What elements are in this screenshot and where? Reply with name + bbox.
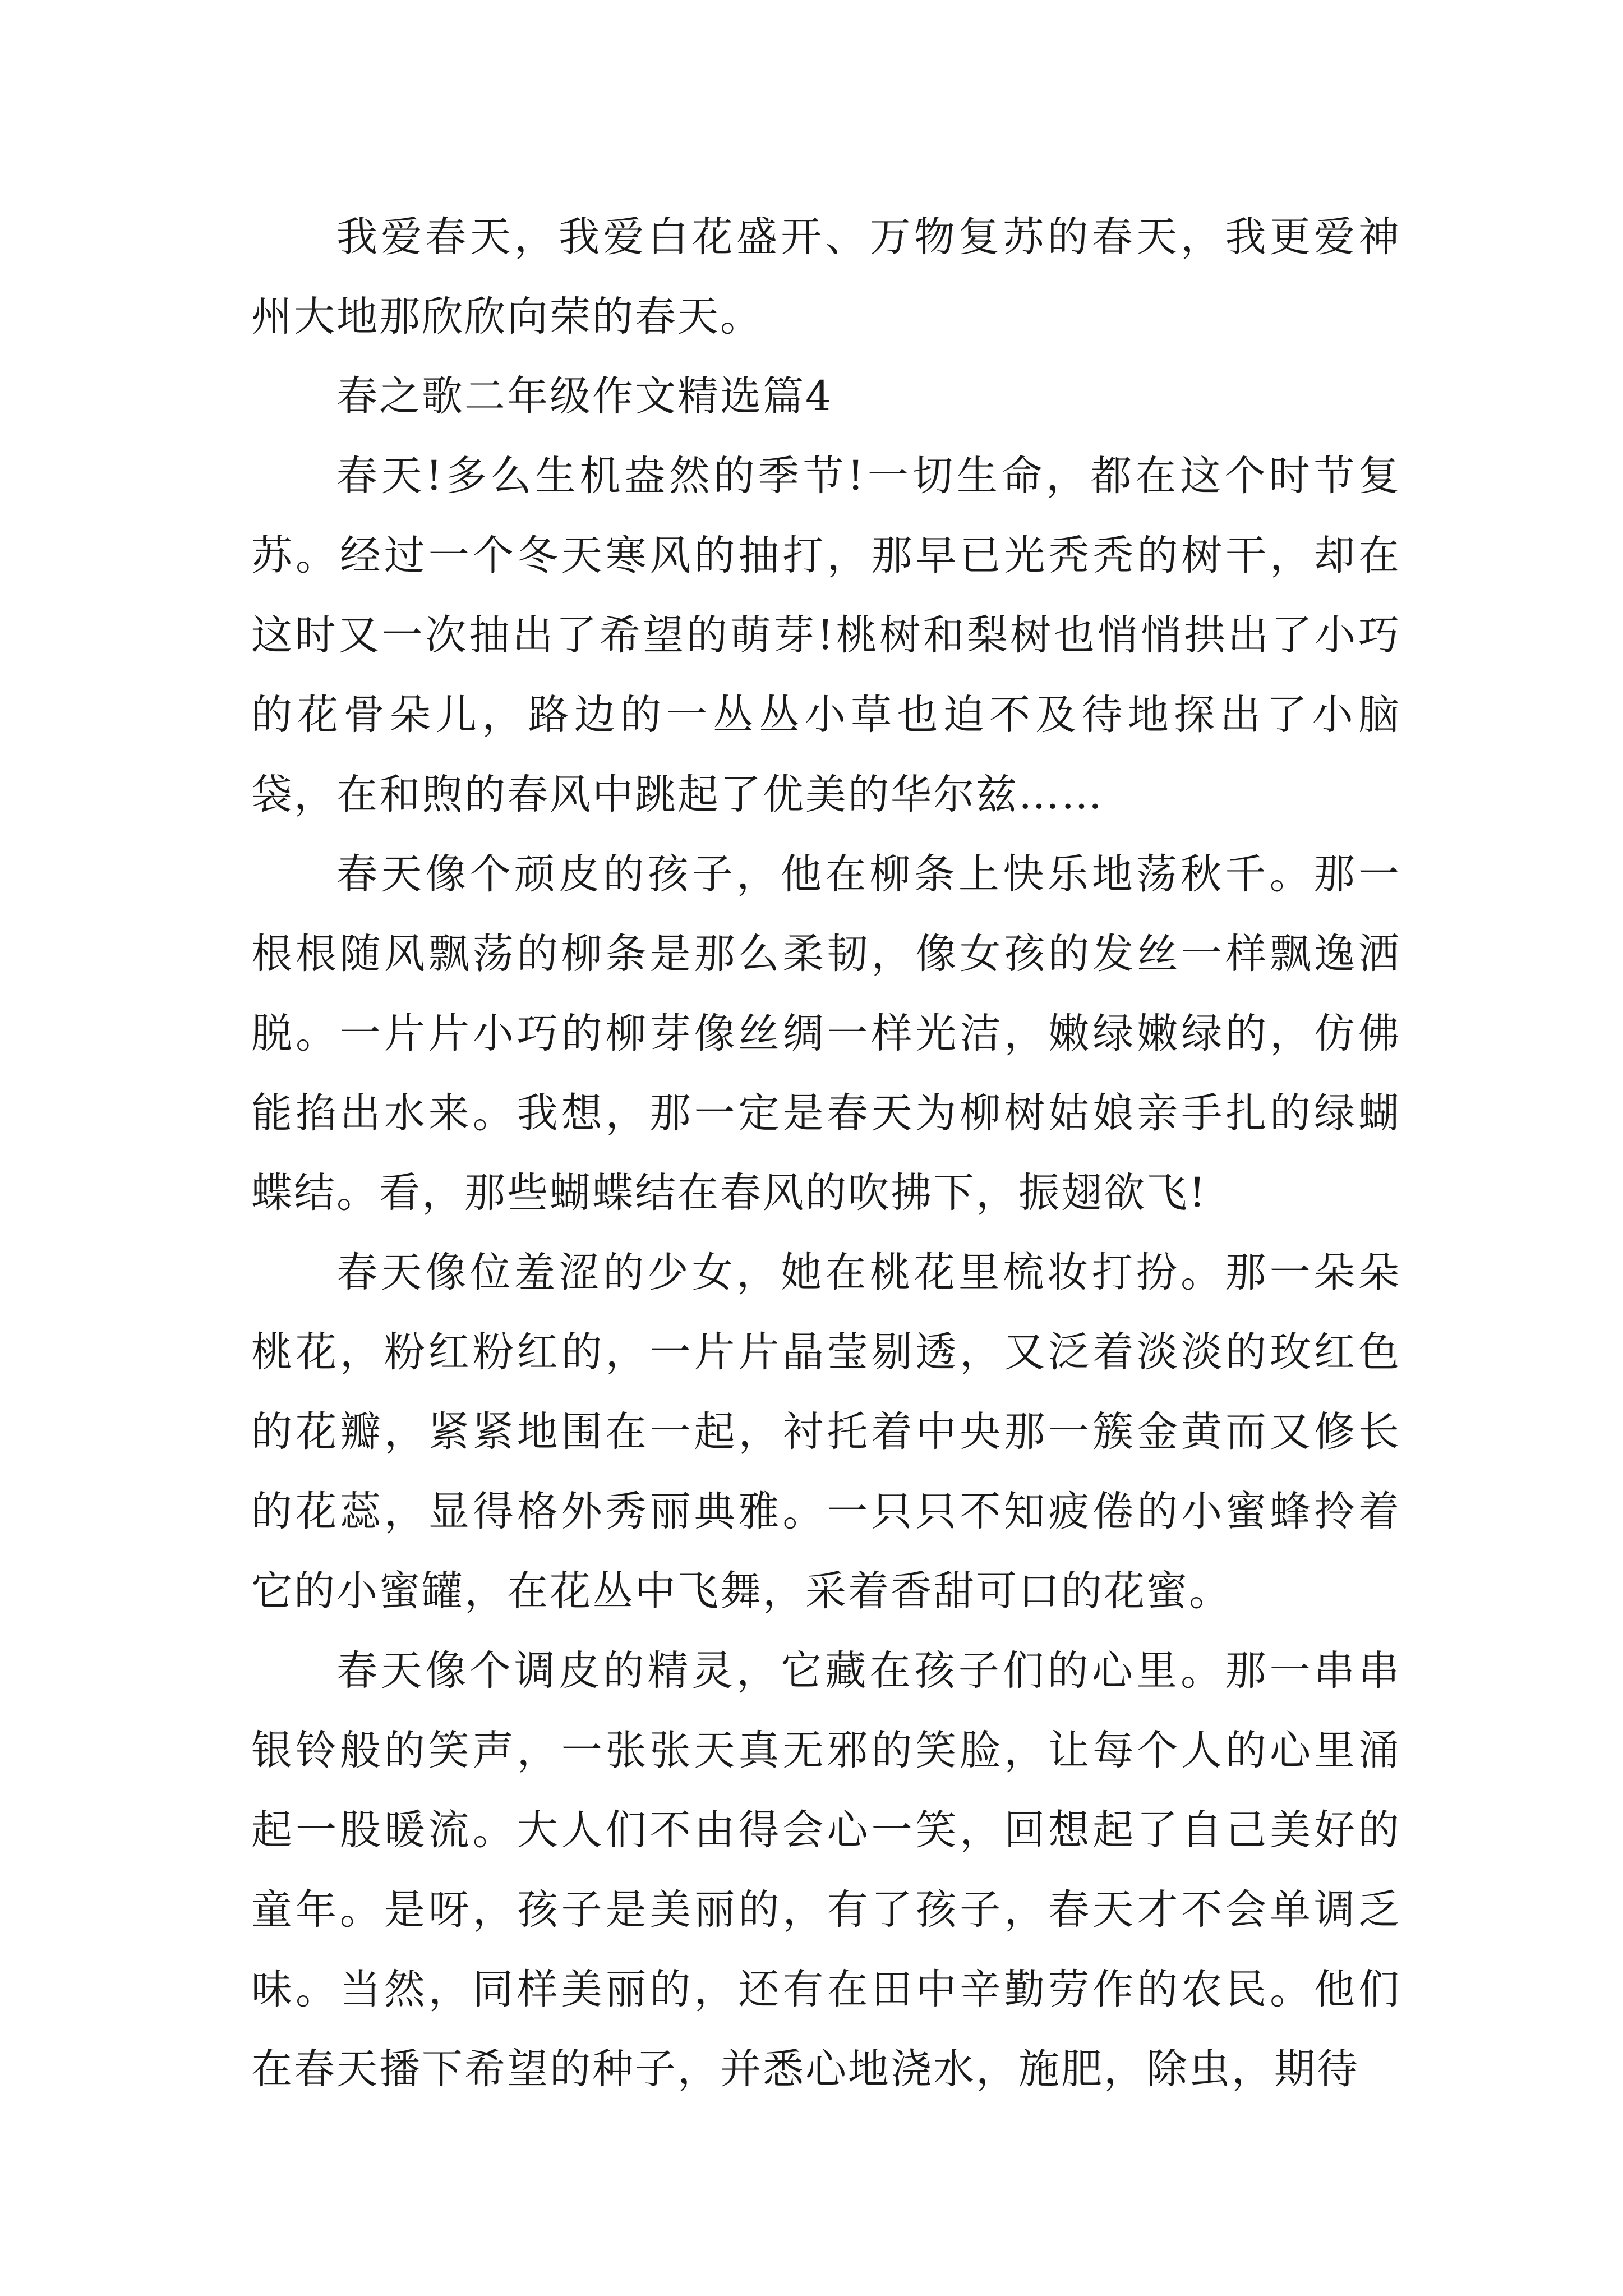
section-heading: 春之歌二年级作文精选篇4 [336,372,833,420]
paragraph-5: 春天像个调皮的精灵，它藏在孩子们的心里。那一串串银铃般的笑声，一张张天真无邪的笑脸，让每个人的心里涌起一股暖流。大人们不由得会心一笑，回想起了自己美好的童年。是呀，孩子是美丽的，有了孩子，春天才不会单调乏味。当然，同样美丽的，还有在田中辛勤劳作的农民。他们在春天播下希望的种子，并悉心地浇水，施肥，除虫，期待 [251,1647,1401,2093]
paragraph-1: 我爱春天，我爱白花盛开、万物复苏的春天，我更爱神州大地那欣欣向荣的春天。 [251,213,1401,341]
paragraph-4: 春天像位羞涩的少女，她在桃花里梳妆打扮。那一朵朵桃花，粉红粉红的，一片片晶莹剔透，又泛着淡淡的玫红色的花瓣，紧紧地围在一起，衬托着中央那一簇金黄而又修长的花蕊，显得格外秀丽典雅。一只只不知疲倦的小蜜蜂拎着它的小蜜罐，在花丛中飞舞，采着香甜可口的花蜜。 [251,1249,1401,1615]
paragraph-3: 春天像个顽皮的孩子，他在柳条上快乐地荡秋千。那一根根随风飘荡的柳条是那么柔韧，像女孩的发丝一样飘逸洒脱。一片片小巧的柳芽像丝绸一样光洁，嫩绿嫩绿的，仿佛能掐出水来。我想，那一定是春天为柳树姑娘亲手扎的绿蝴蝶结。看，那些蝴蝶结在春风的吹拂下，振翅欲飞! [251,850,1401,1217]
document-body [251,197,1401,2109]
paragraph-2: 春天!多么生机盎然的季节!一切生命，都在这个时节复苏。经过一个冬天寒风的抽打，那早已光秃秃的树干，却在这时又一次抽出了希望的萌芽!桃树和梨树也悄悄拱出了小巧的花骨朵儿，路边的一丛丛小草也迫不及待地探出了小脑袋，在和煦的春风中跳起了优美的华尔兹…… [251,452,1401,818]
